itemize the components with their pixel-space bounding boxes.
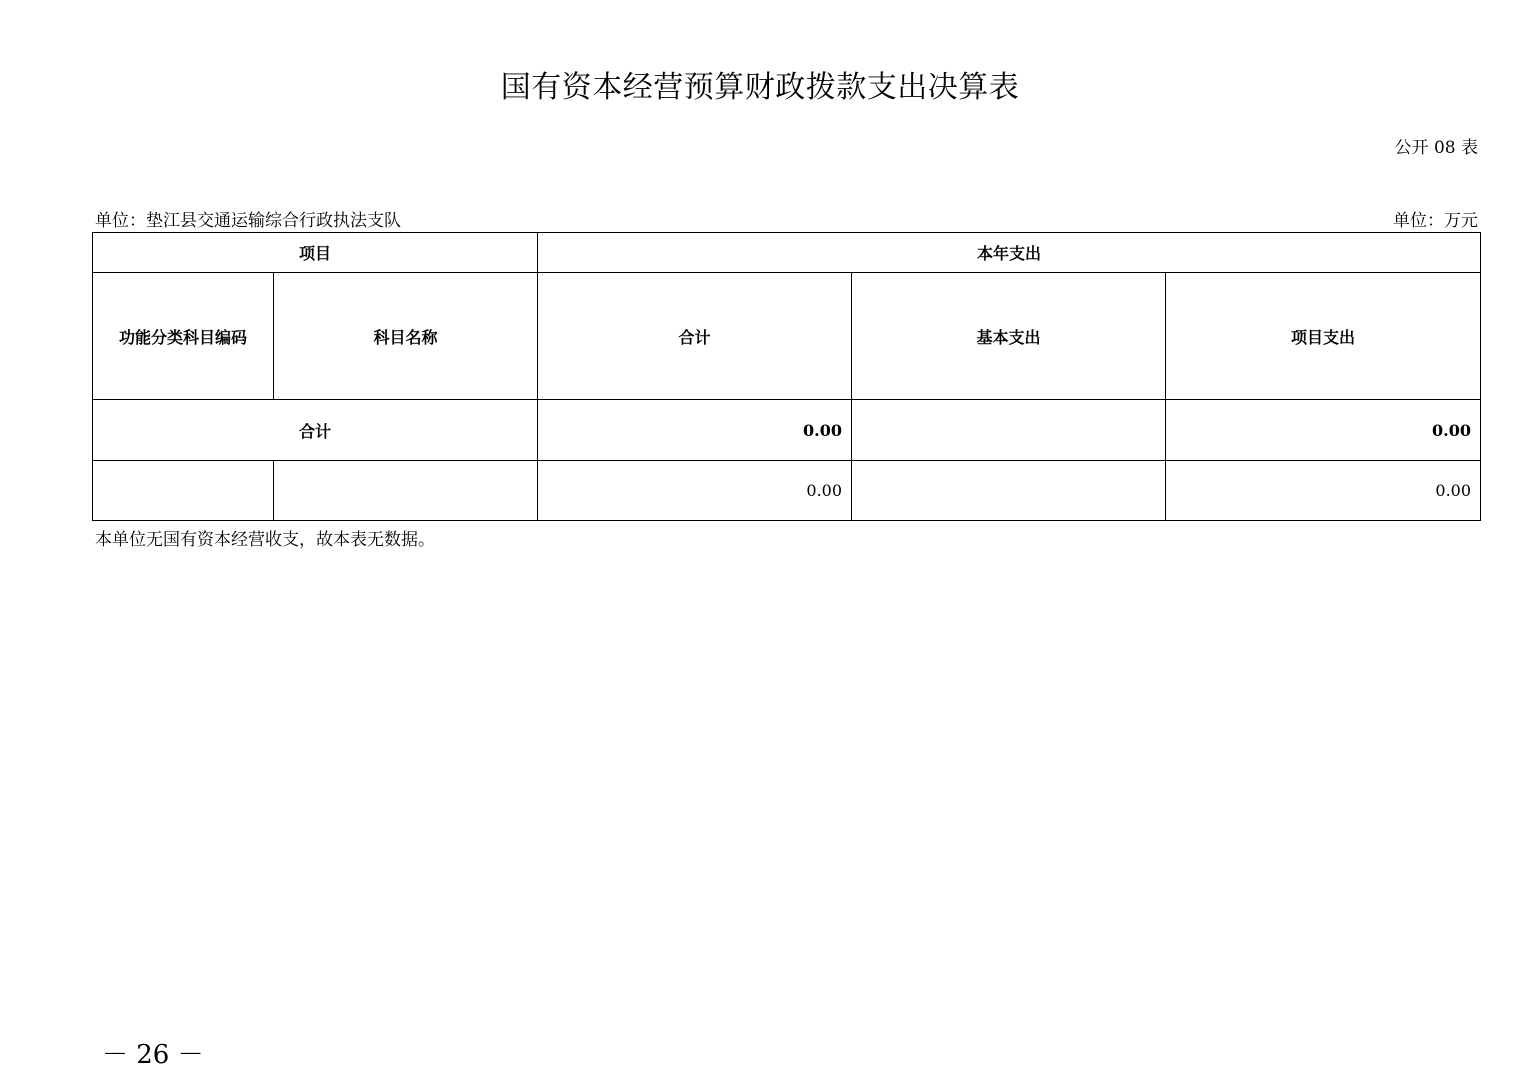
header-code: 功能分类科目编码: [93, 273, 274, 400]
row-code: [93, 461, 274, 521]
form-number: 公开 08 表: [1394, 138, 1478, 158]
total-sum: 0.00: [538, 400, 852, 461]
total-basic: [852, 400, 1166, 461]
unit-organization: 单位：垫江县交通运输综合行政执法支队: [95, 211, 401, 231]
header-current-year: 本年支出: [538, 233, 1481, 273]
header-total: 合计: [538, 273, 852, 400]
total-label: 合计: [93, 400, 538, 461]
row-total: 0.00: [538, 461, 852, 521]
row-name: [274, 461, 538, 521]
table-row: [93, 461, 1481, 521]
total-row: [93, 400, 1481, 461]
header-basic: 基本支出: [852, 273, 1166, 400]
group-header-row: [93, 233, 1481, 273]
total-project: 0.00: [1166, 400, 1481, 461]
header-project: 项目支出: [1166, 273, 1481, 400]
header-name: 科目名称: [274, 273, 538, 400]
row-basic: [852, 461, 1166, 521]
header-item: 项目: [93, 233, 538, 273]
unit-currency: 单位：万元: [1393, 211, 1478, 231]
page-number: － 26 －: [102, 1040, 204, 1070]
table-note: 本单位无国有资本经营收支，故本表无数据。: [95, 530, 435, 550]
page-title: 国有资本经营预算财政拨款支出决算表: [500, 70, 1020, 105]
expenditure-table: [92, 232, 1481, 521]
row-project: 0.00: [1166, 461, 1481, 521]
column-header-row: [93, 273, 1481, 400]
